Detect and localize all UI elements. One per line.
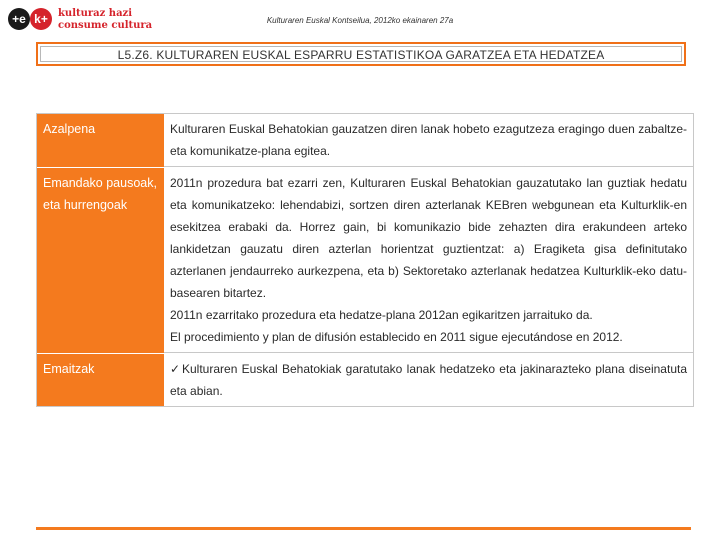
row-label-emandako-pausoak: Emandako pausoak, eta hurrengoak xyxy=(37,168,164,353)
table-row xyxy=(37,354,693,406)
page-title: L5.Z6. KULTURAREN EUSKAL ESPARRU ESTATISTIKOA GARATZEA ETA HEDATZEA xyxy=(117,48,605,62)
paragraph: 2011n ezarritako prozedura eta hedatze-plana 2012an egikaritzen jarraituko da. xyxy=(170,308,593,322)
table-row xyxy=(37,168,693,354)
row-value-emaitzak xyxy=(164,354,693,406)
logo-mark-plus-e: +e xyxy=(8,8,30,30)
row-value-emandako-pausoak xyxy=(164,168,693,353)
paragraph: 2011n prozedura bat ezarri zen, Kulturaren Euskal Behatokian gauzatutako lan guztiak hedatu eta komunikatzeko: lehendabizi, sortzen diren azterlanak KEBren webgunean eta Kulturklik-en esekitzea erabaki da. Horrez gain, bi komunikazio bide zehazten dira erakundeen arteko lankidetzan gauzatu diren azterlan horientzat guztientzat: a) Eragiketa gisa definitutako azterlanen jendaurreko aurkezpena, eta b) Sektoretako azterlanak hedatzea Kulturklik-eko datu-basearen bitartez. xyxy=(170,176,687,300)
row-value-azalpena xyxy=(164,114,693,167)
paragraph xyxy=(170,358,687,402)
logo-mark-k-plus: k+ xyxy=(30,8,52,30)
row-label-emaitzak: Emaitzak xyxy=(37,354,164,406)
logo-line-1: kulturaz hazi xyxy=(58,8,133,19)
table-row xyxy=(37,114,693,168)
header-caption: Kulturaren Euskal Kontseilua, 2012ko ekainaren 27a xyxy=(266,16,454,25)
footer-divider xyxy=(36,527,691,530)
paragraph: Kulturaren Euskal Behatokian gauzatzen diren lanak hobeto ezagutzeza eragingo duen zabaltze- eta komunikatze-plana egitea. xyxy=(170,122,687,158)
logo-line-2: consume cultura xyxy=(58,20,153,31)
info-table xyxy=(36,113,694,407)
paragraph: El procedimiento y plan de difusión establecido en 2011 sigue ejecutándose en 2012. xyxy=(170,330,623,344)
check-icon: ✓ xyxy=(170,362,181,376)
row-label-azalpena: Azalpena xyxy=(37,114,164,167)
title-box xyxy=(36,42,686,66)
result-text: Kulturaren Euskal Behatokiak garatutako lanak hedatzeko eta jakinarazteko plana diseinatuta eta abian. xyxy=(170,362,687,398)
